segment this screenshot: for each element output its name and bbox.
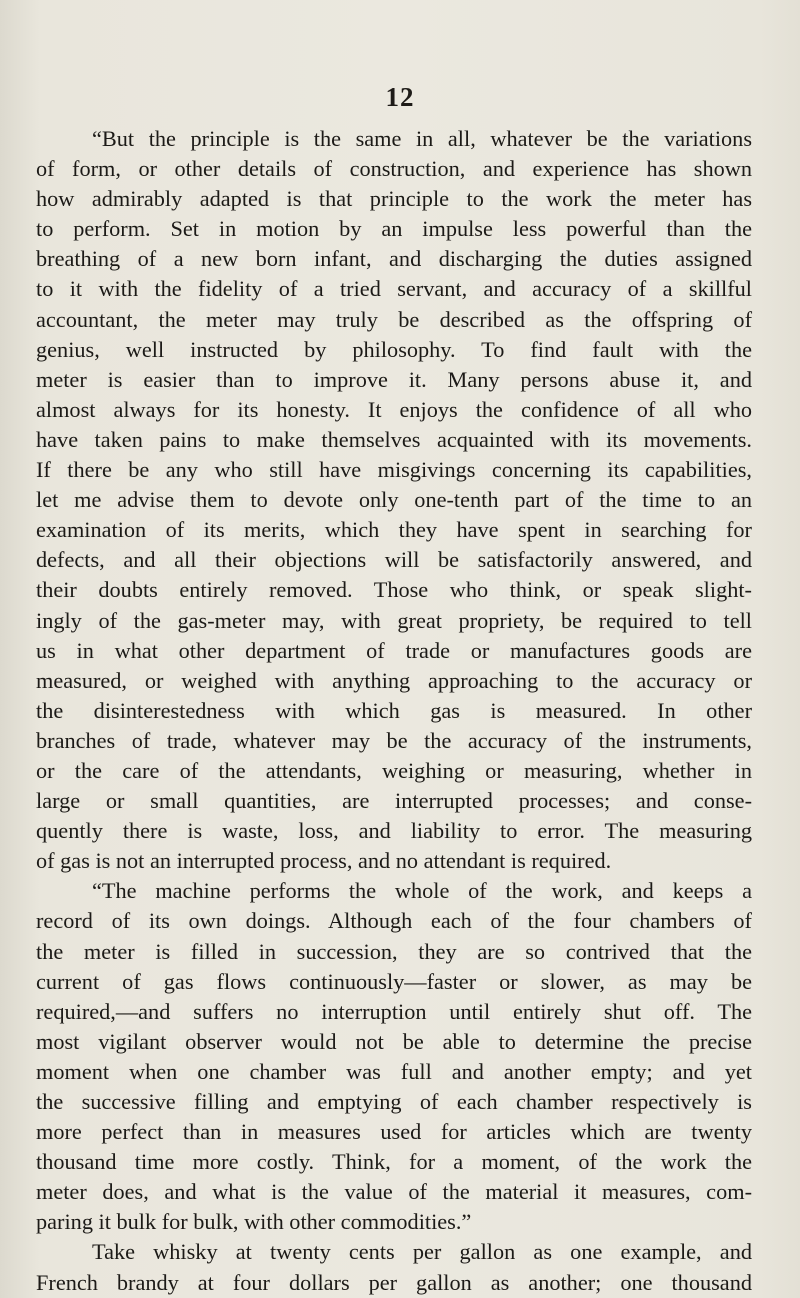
text-line: let me advise them to devote only one-tenth part of the time to an [36, 487, 752, 513]
text-line: most vigilant observer would not be able to determine the precise [36, 1028, 752, 1054]
text-line: paring it bulk for bulk, with other commodities.” [36, 1209, 472, 1235]
text-line: required,—and suffers no interruption until entirely shut off. The [36, 998, 752, 1024]
text-line: accountant, the meter may truly be described as the offspring of [36, 306, 752, 332]
text-line: to perform. Set in motion by an impulse less powerful than the [36, 216, 752, 242]
text-line: us in what other department of trade or manufactures goods are [36, 637, 752, 663]
text-line: current of gas flows continuously—faster or slower, as may be [36, 968, 752, 994]
text-line: or the care of the attendants, weighing or measuring, whether in [36, 757, 752, 783]
text-line: genius, well instructed by philosophy. To find fault with the [36, 336, 752, 362]
text-line: “But the principle is the same in all, whatever be the variations [92, 126, 752, 151]
text-line: large or small quantities, are interrupted processes; and conse- [36, 788, 752, 814]
text-line: measured, or weighed with anything approaching to the accuracy or [36, 667, 752, 693]
text-line: more perfect than in measures used for articles which are twenty [36, 1119, 752, 1145]
text-line: meter is easier than to improve it. Many persons abuse it, and [36, 366, 752, 392]
text-line: record of its own doings. Although each of the four chambers of [36, 908, 752, 934]
body-text [36, 124, 752, 1298]
text-line: thousand time more costly. Think, for a moment, of the work the [36, 1149, 752, 1175]
text-line: “The machine performs the whole of the work, and keeps a [92, 878, 752, 904]
text-line: how admirably adapted is that principle to the work the meter has [36, 186, 752, 212]
text-line: of form, or other details of construction, and experience has shown [36, 156, 752, 182]
text-line: to it with the fidelity of a tried servant, and accuracy of a skillful [36, 276, 752, 302]
text-line: of gas is not an interrupted process, and no attendant is required. [36, 848, 612, 874]
text-line: the meter is filled in succession, they are so contrived that the [36, 938, 752, 964]
text-line: ingly of the gas-meter may, with great propriety, be required to tell [36, 607, 752, 633]
text-line: quently there is waste, loss, and liability to error. The measuring [36, 818, 752, 844]
text-line: examination of its merits, which they have spent in searching for [36, 517, 752, 543]
text-line: French brandy at four dollars per gallon as another; one thousand [36, 1269, 752, 1295]
text-line: the disinterestedness with which gas is measured. In other [36, 697, 752, 723]
text-line: branches of trade, whatever may be the accuracy of the instruments, [36, 727, 752, 753]
text-line: moment when one chamber was full and another empty; and yet [36, 1058, 752, 1084]
text-line: almost always for its honesty. It enjoys the confidence of all who [36, 396, 752, 422]
text-line: have taken pains to make themselves acquainted with its movements. [36, 426, 752, 452]
text-line: If there be any who still have misgivings concerning its capabilities, [36, 457, 752, 483]
text-line: the successive filling and emptying of each chamber respectively is [36, 1089, 752, 1114]
text-line: Take whisky at twenty cents per gallon as one example, and [92, 1239, 752, 1265]
text-line: defects, and all their objections will be satisfactorily answered, and [36, 547, 752, 573]
text-line: meter does, and what is the value of the material it measures, com- [36, 1179, 752, 1205]
page-number: 12 [385, 82, 415, 112]
text-line: their doubts entirely removed. Those who think, or speak slight- [36, 577, 752, 603]
text-line: breathing of a new born infant, and discharging the duties assigned [36, 246, 752, 272]
